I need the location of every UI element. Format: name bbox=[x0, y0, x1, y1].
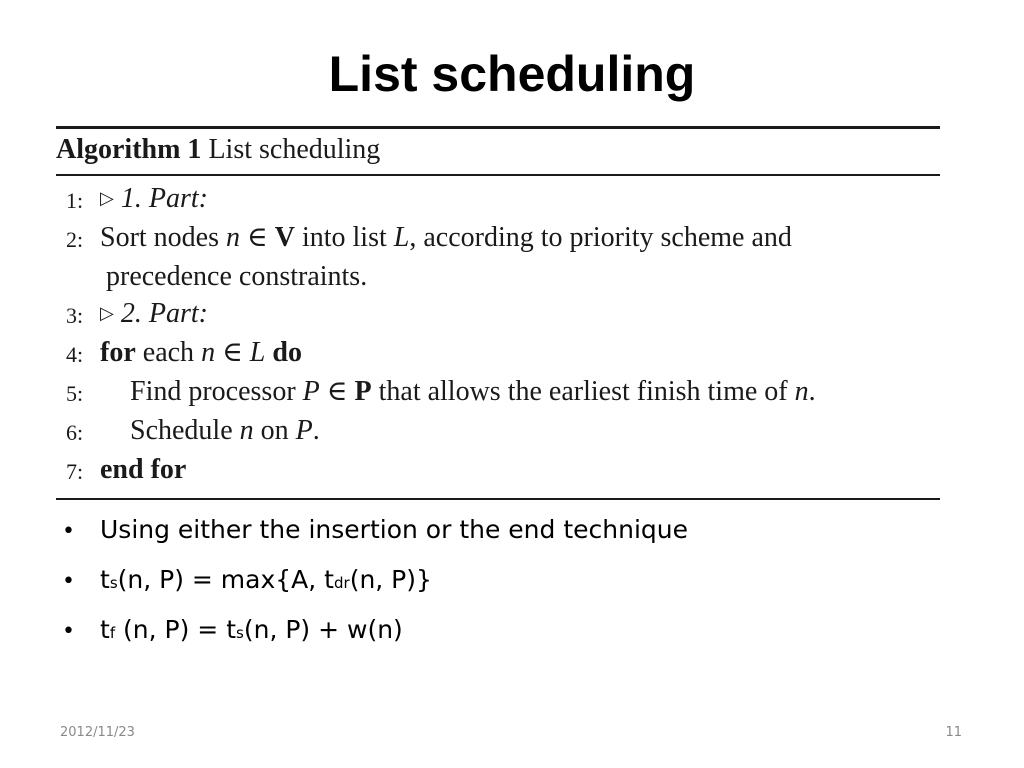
algorithm-box bbox=[56, 126, 940, 500]
text-span: . bbox=[312, 415, 320, 446]
algorithm-line-4 bbox=[56, 334, 940, 373]
footer-date: 2012/11/23 bbox=[60, 725, 135, 740]
algorithm-lines bbox=[56, 176, 940, 490]
line-number: 4: bbox=[66, 342, 84, 367]
subscript: dr bbox=[333, 574, 350, 592]
bullet-icon: • bbox=[62, 519, 75, 544]
text-span: (n, P)} bbox=[349, 565, 432, 594]
algorithm-name: List scheduling bbox=[208, 134, 381, 165]
part-label: 2. Part: bbox=[120, 298, 208, 329]
line-number: 1: bbox=[66, 188, 84, 213]
var-P: P bbox=[302, 376, 320, 407]
elem-symbol: ∈ bbox=[240, 222, 275, 253]
line-text bbox=[100, 295, 940, 334]
line-text bbox=[100, 219, 940, 258]
bullet-icon: • bbox=[62, 619, 75, 644]
line-text bbox=[100, 412, 940, 451]
bullet-item bbox=[62, 512, 962, 562]
text-span: , according to priority scheme and bbox=[409, 222, 792, 253]
bullet-text: Using either the insertion or the end technique bbox=[100, 515, 688, 544]
keyword-for: for bbox=[100, 337, 136, 368]
var-V: V bbox=[274, 222, 295, 253]
var-L: L bbox=[393, 222, 410, 253]
var-n: n bbox=[794, 376, 809, 407]
line-text bbox=[100, 373, 940, 412]
footer-page-number: 11 bbox=[945, 725, 962, 740]
text-span: on bbox=[253, 415, 296, 446]
subscript: s bbox=[236, 624, 244, 642]
keyword-end-for: end for bbox=[100, 454, 187, 485]
bullet-icon: • bbox=[62, 569, 75, 594]
text-span: (n, P) = max{A, t bbox=[117, 565, 334, 594]
bullet-list bbox=[62, 512, 962, 662]
text-span: t bbox=[100, 615, 110, 644]
text-span: (n, P) = t bbox=[115, 615, 237, 644]
text-span: Find processor bbox=[130, 376, 303, 407]
elem-symbol: ∈ bbox=[319, 376, 355, 407]
text-span: (n, P) + w(n) bbox=[243, 615, 403, 644]
comment-triangle-icon: ▷ bbox=[100, 303, 114, 323]
subscript: f bbox=[109, 624, 116, 642]
line-number: 7: bbox=[66, 459, 84, 484]
comment-triangle-icon: ▷ bbox=[100, 188, 114, 208]
algorithm-line-1 bbox=[56, 180, 940, 219]
var-Pset: P bbox=[354, 376, 372, 407]
algorithm-line-2 bbox=[56, 219, 940, 258]
algorithm-line-6 bbox=[56, 412, 940, 451]
line-number: 3: bbox=[66, 303, 84, 328]
slide-title: List scheduling bbox=[328, 46, 696, 102]
text-span: Sort nodes bbox=[100, 222, 226, 253]
algorithm-line-3 bbox=[56, 295, 940, 334]
bullet-item bbox=[62, 612, 962, 662]
elem-symbol: ∈ bbox=[215, 337, 250, 368]
text-span: t bbox=[100, 565, 110, 594]
var-n: n bbox=[226, 222, 240, 253]
bullet-item bbox=[62, 562, 962, 612]
algorithm-bottom-rule bbox=[56, 498, 940, 500]
algorithm-header bbox=[56, 129, 940, 169]
line-number: 2: bbox=[66, 227, 84, 252]
text-span: Schedule bbox=[130, 415, 240, 446]
text-span: each bbox=[135, 337, 202, 368]
line-text bbox=[100, 180, 940, 219]
keyword-do: do bbox=[265, 337, 302, 368]
line-number: 6: bbox=[66, 420, 84, 445]
text-span: . bbox=[808, 376, 816, 407]
algorithm-line-2-cont bbox=[56, 258, 940, 295]
text-span: that allows the earliest finish time of bbox=[371, 376, 795, 407]
var-n: n bbox=[201, 337, 216, 368]
line-number: 5: bbox=[66, 381, 84, 406]
var-P: P bbox=[295, 415, 313, 446]
subscript: s bbox=[109, 574, 118, 592]
part-label: 1. Part: bbox=[120, 183, 208, 214]
line-text-continuation: precedence constraints. bbox=[106, 261, 368, 292]
text-span: into list bbox=[294, 222, 394, 253]
line-text bbox=[100, 334, 940, 373]
var-L: L bbox=[249, 337, 266, 368]
bullet-text bbox=[100, 612, 403, 651]
algorithm-label: Algorithm 1 bbox=[56, 134, 202, 165]
bullet-text bbox=[100, 562, 432, 601]
algorithm-line-5 bbox=[56, 373, 940, 412]
var-n: n bbox=[239, 415, 254, 446]
algorithm-line-7 bbox=[56, 451, 940, 490]
